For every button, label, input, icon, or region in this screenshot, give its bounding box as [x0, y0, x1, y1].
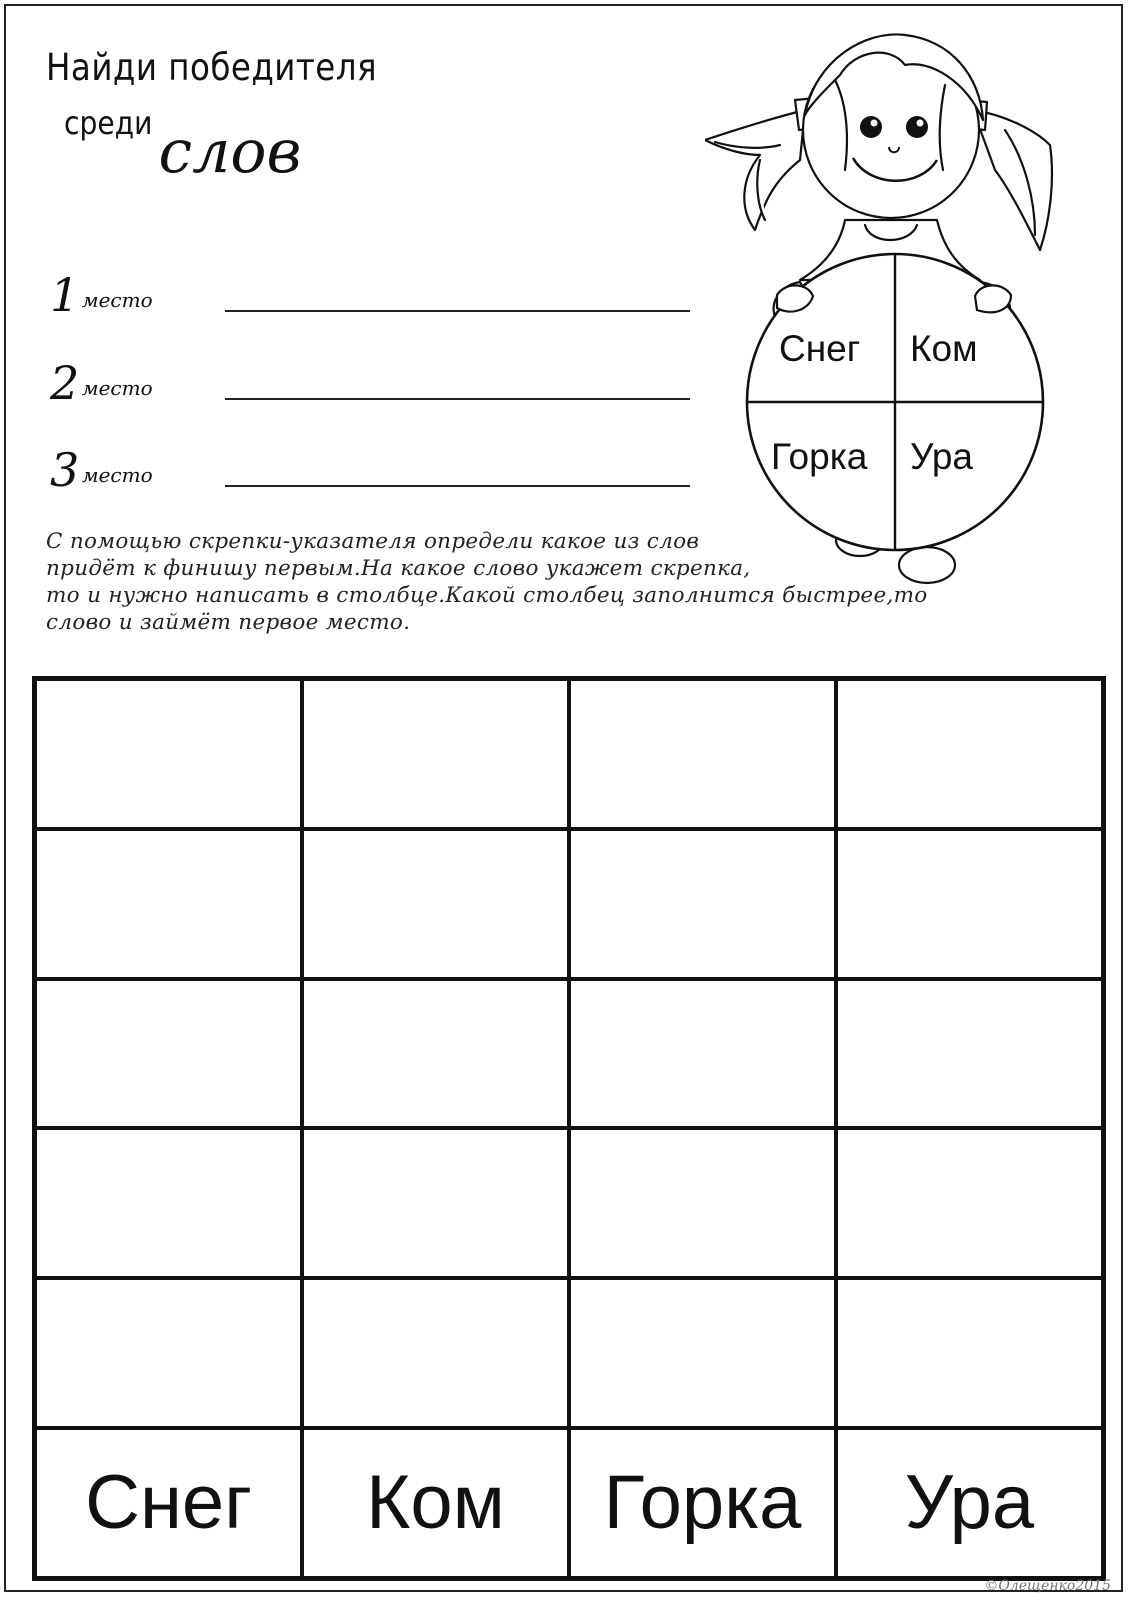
tally-cell[interactable] — [302, 679, 569, 829]
tally-cell[interactable] — [35, 1278, 302, 1428]
wheel-label-bottom-left: Горка — [771, 436, 868, 477]
tally-cell[interactable] — [836, 829, 1103, 979]
title-small-word: среди — [64, 104, 153, 142]
tally-cell[interactable] — [302, 829, 569, 979]
column-word-cell — [569, 1428, 836, 1578]
tally-table — [32, 676, 1106, 1581]
instruction-line: то и нужно написать в столбце.Какой столбец заполнится быстрее,то — [46, 583, 928, 608]
column-word: Ура — [904, 1460, 1035, 1546]
tally-cell[interactable] — [569, 679, 836, 829]
wheel-label-top-right: Ком — [910, 328, 978, 369]
author-signature: ©Олещенко2015 — [984, 1578, 1111, 1594]
tally-cell[interactable] — [569, 979, 836, 1129]
column-word: Горка — [603, 1460, 802, 1546]
column-word: Ком — [366, 1460, 505, 1546]
place-row-3 — [50, 433, 690, 497]
tally-cell[interactable] — [35, 679, 302, 829]
place-row-2 — [50, 346, 690, 410]
title-big-word: слов — [158, 117, 302, 187]
place-label: место — [82, 288, 153, 312]
wheel-label-bottom-right: Ура — [910, 436, 973, 477]
place-label: место — [82, 463, 153, 487]
answer-line-3[interactable] — [225, 485, 690, 487]
tally-cell[interactable] — [569, 1278, 836, 1428]
tally-cell[interactable] — [836, 979, 1103, 1129]
instruction-line: С помощью скрепки-указателя определи какое из слов — [46, 529, 700, 554]
instruction-line: придёт к финишу первым.На какое слово укажет скрепка, — [46, 556, 751, 581]
title-line-2 — [64, 104, 302, 187]
tally-cell[interactable] — [569, 829, 836, 979]
answer-line-1[interactable] — [225, 310, 690, 312]
tally-cell[interactable] — [836, 1278, 1103, 1428]
tally-cell[interactable] — [302, 979, 569, 1129]
column-word-cell — [35, 1428, 302, 1578]
column-word-cell — [836, 1428, 1103, 1578]
doll-illustration — [705, 20, 1085, 610]
doll-drawing — [705, 20, 1085, 610]
column-word-cell — [302, 1428, 569, 1578]
tally-cell[interactable] — [836, 1128, 1103, 1278]
title-line-1: Найди победителя — [46, 46, 378, 89]
tally-cell[interactable] — [35, 829, 302, 979]
tally-cell[interactable] — [569, 1128, 836, 1278]
place-row-1 — [50, 258, 690, 322]
place-label: место — [82, 376, 153, 400]
tally-cell[interactable] — [836, 679, 1103, 829]
tally-cell[interactable] — [302, 1128, 569, 1278]
tally-cell[interactable] — [35, 979, 302, 1129]
wheel-label-top-left: Снег — [779, 328, 861, 369]
instruction-line: слово и займёт первое место. — [46, 610, 411, 635]
place-number: 3 — [50, 443, 80, 497]
column-word: Снег — [85, 1460, 252, 1546]
place-number: 1 — [50, 268, 80, 322]
tally-cell[interactable] — [302, 1278, 569, 1428]
place-number: 2 — [50, 356, 80, 410]
instructions-text — [46, 528, 1106, 636]
tally-cell[interactable] — [35, 1128, 302, 1278]
answer-line-2[interactable] — [225, 398, 690, 400]
